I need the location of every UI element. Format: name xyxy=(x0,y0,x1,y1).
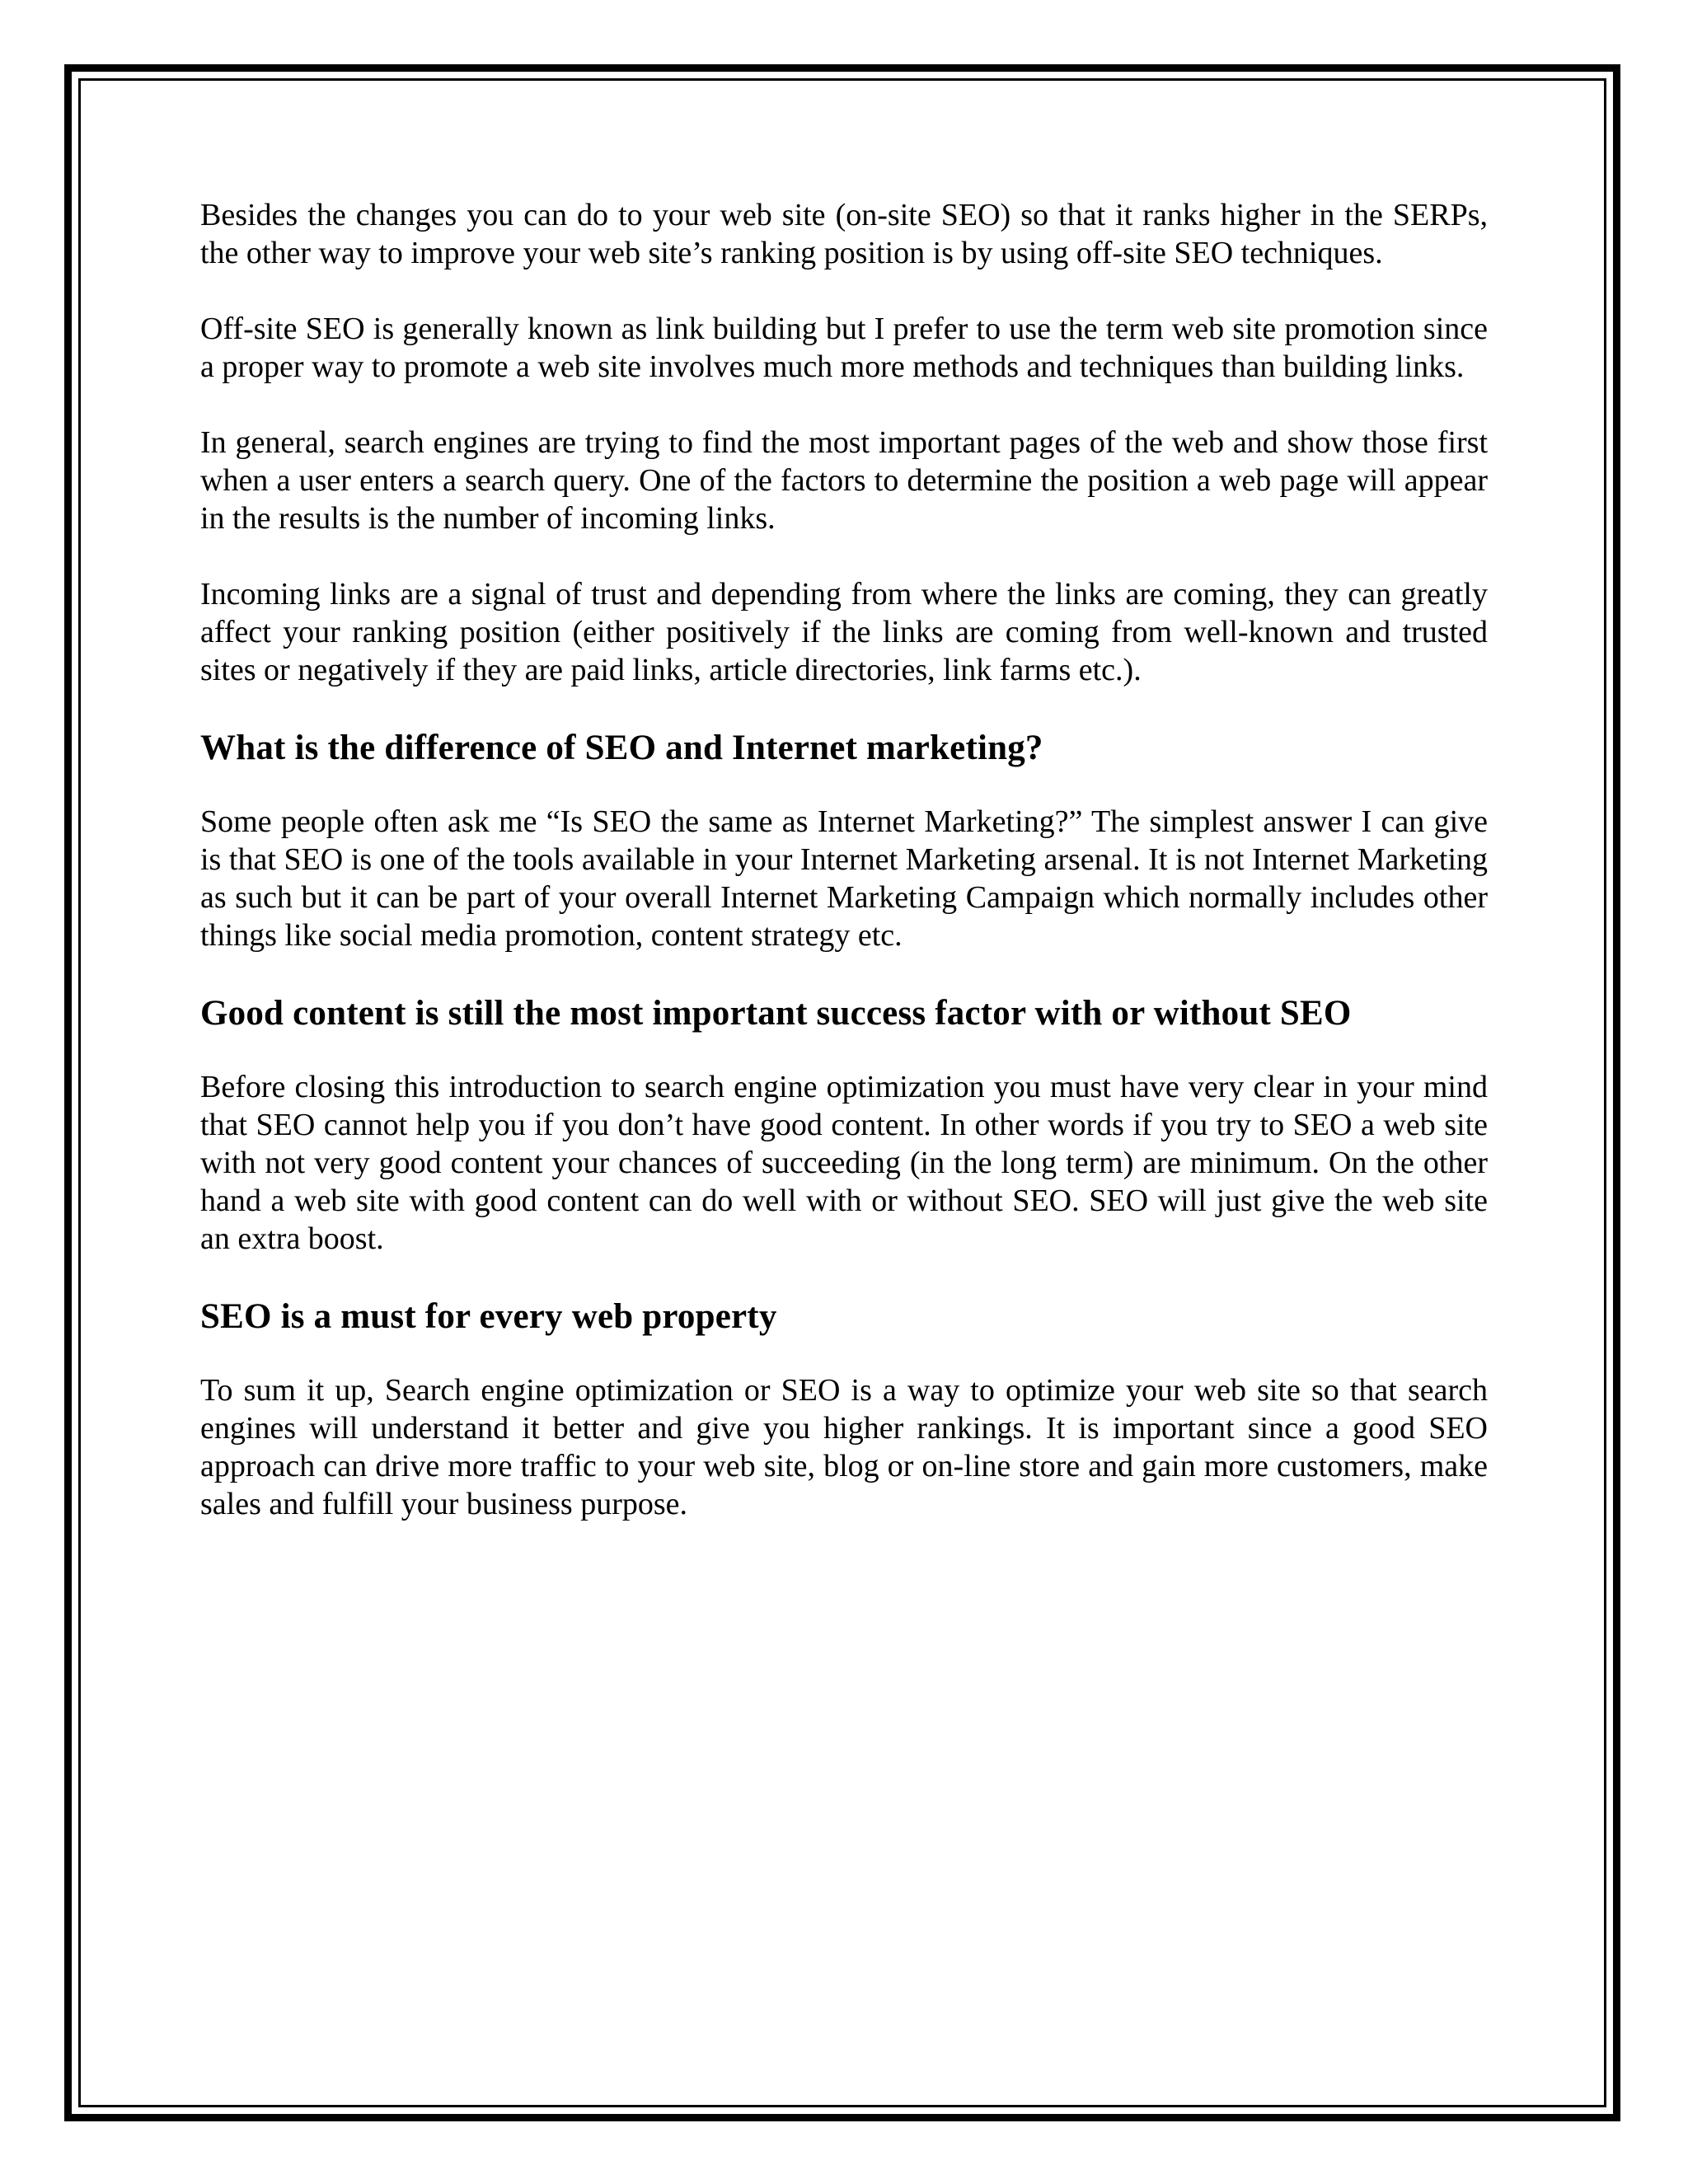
document-body xyxy=(200,196,1488,1523)
heading-seo-vs-internet-marketing: What is the difference of SEO and Internet marketing? xyxy=(200,729,1043,767)
paragraph-link-building: Off-site SEO is generally known as link building but I prefer to use the term web site promotion since a proper way to promote a web site involves much more methods and techniques than building links. xyxy=(200,312,1488,384)
paragraph-incoming-links: Incoming links are a signal of trust and depending from where the links are coming, they can greatly affect your ranking position (either positively if the links are coming from well-known and trusted sites or negatively if they are paid links, article directories, link farms etc.). xyxy=(200,577,1488,687)
heading-seo-is-a-must: SEO is a must for every web property xyxy=(200,1297,777,1336)
paragraph-good-content: Before closing this introduction to search engine optimization you must have very clear in your mind that SEO cannot help you if you don’t have good content. In other words if you try to SEO a web site with not very good content your chances of succeeding (in the long term) are minimum. On the other hand a web site with good content can do well with or without SEO. SEO will just give the web site an extra boost. xyxy=(200,1070,1488,1256)
paragraph-seo-vs-internet-marketing: Some people often ask me “Is SEO the same as Internet Marketing?” The simplest answer I can give is that SEO is one of the tools available in your Internet Marketing arsenal. It is not Internet Marketing as such but it can be part of your overall Internet Marketing Campaign which normally includes other things like social media promotion, content strategy etc. xyxy=(200,804,1488,953)
paragraph-seo-is-a-must: To sum it up, Search engine optimization or SEO is a way to optimize your web site so that search engines will understand it better and give you higher rankings. It is important since a good SEO approach can drive more traffic to your web site, blog or on-line store and gain more customers, make sales and fulfill your business purpose. xyxy=(200,1373,1488,1521)
paragraph-search-engines: In general, search engines are trying to find the most important pages of the web and show those first when a user enters a search query. One of the factors to determine the position a web page will appear in the results is the number of incoming links. xyxy=(200,425,1488,536)
paragraph-onsite-offsite: Besides the changes you can do to your web site (on-site SEO) so that it ranks higher in the SERPs, the other way to improve your web site’s ranking position is by using off-site SEO techniques. xyxy=(200,198,1488,270)
heading-good-content: Good content is still the most important success factor with or without SEO xyxy=(200,994,1352,1033)
